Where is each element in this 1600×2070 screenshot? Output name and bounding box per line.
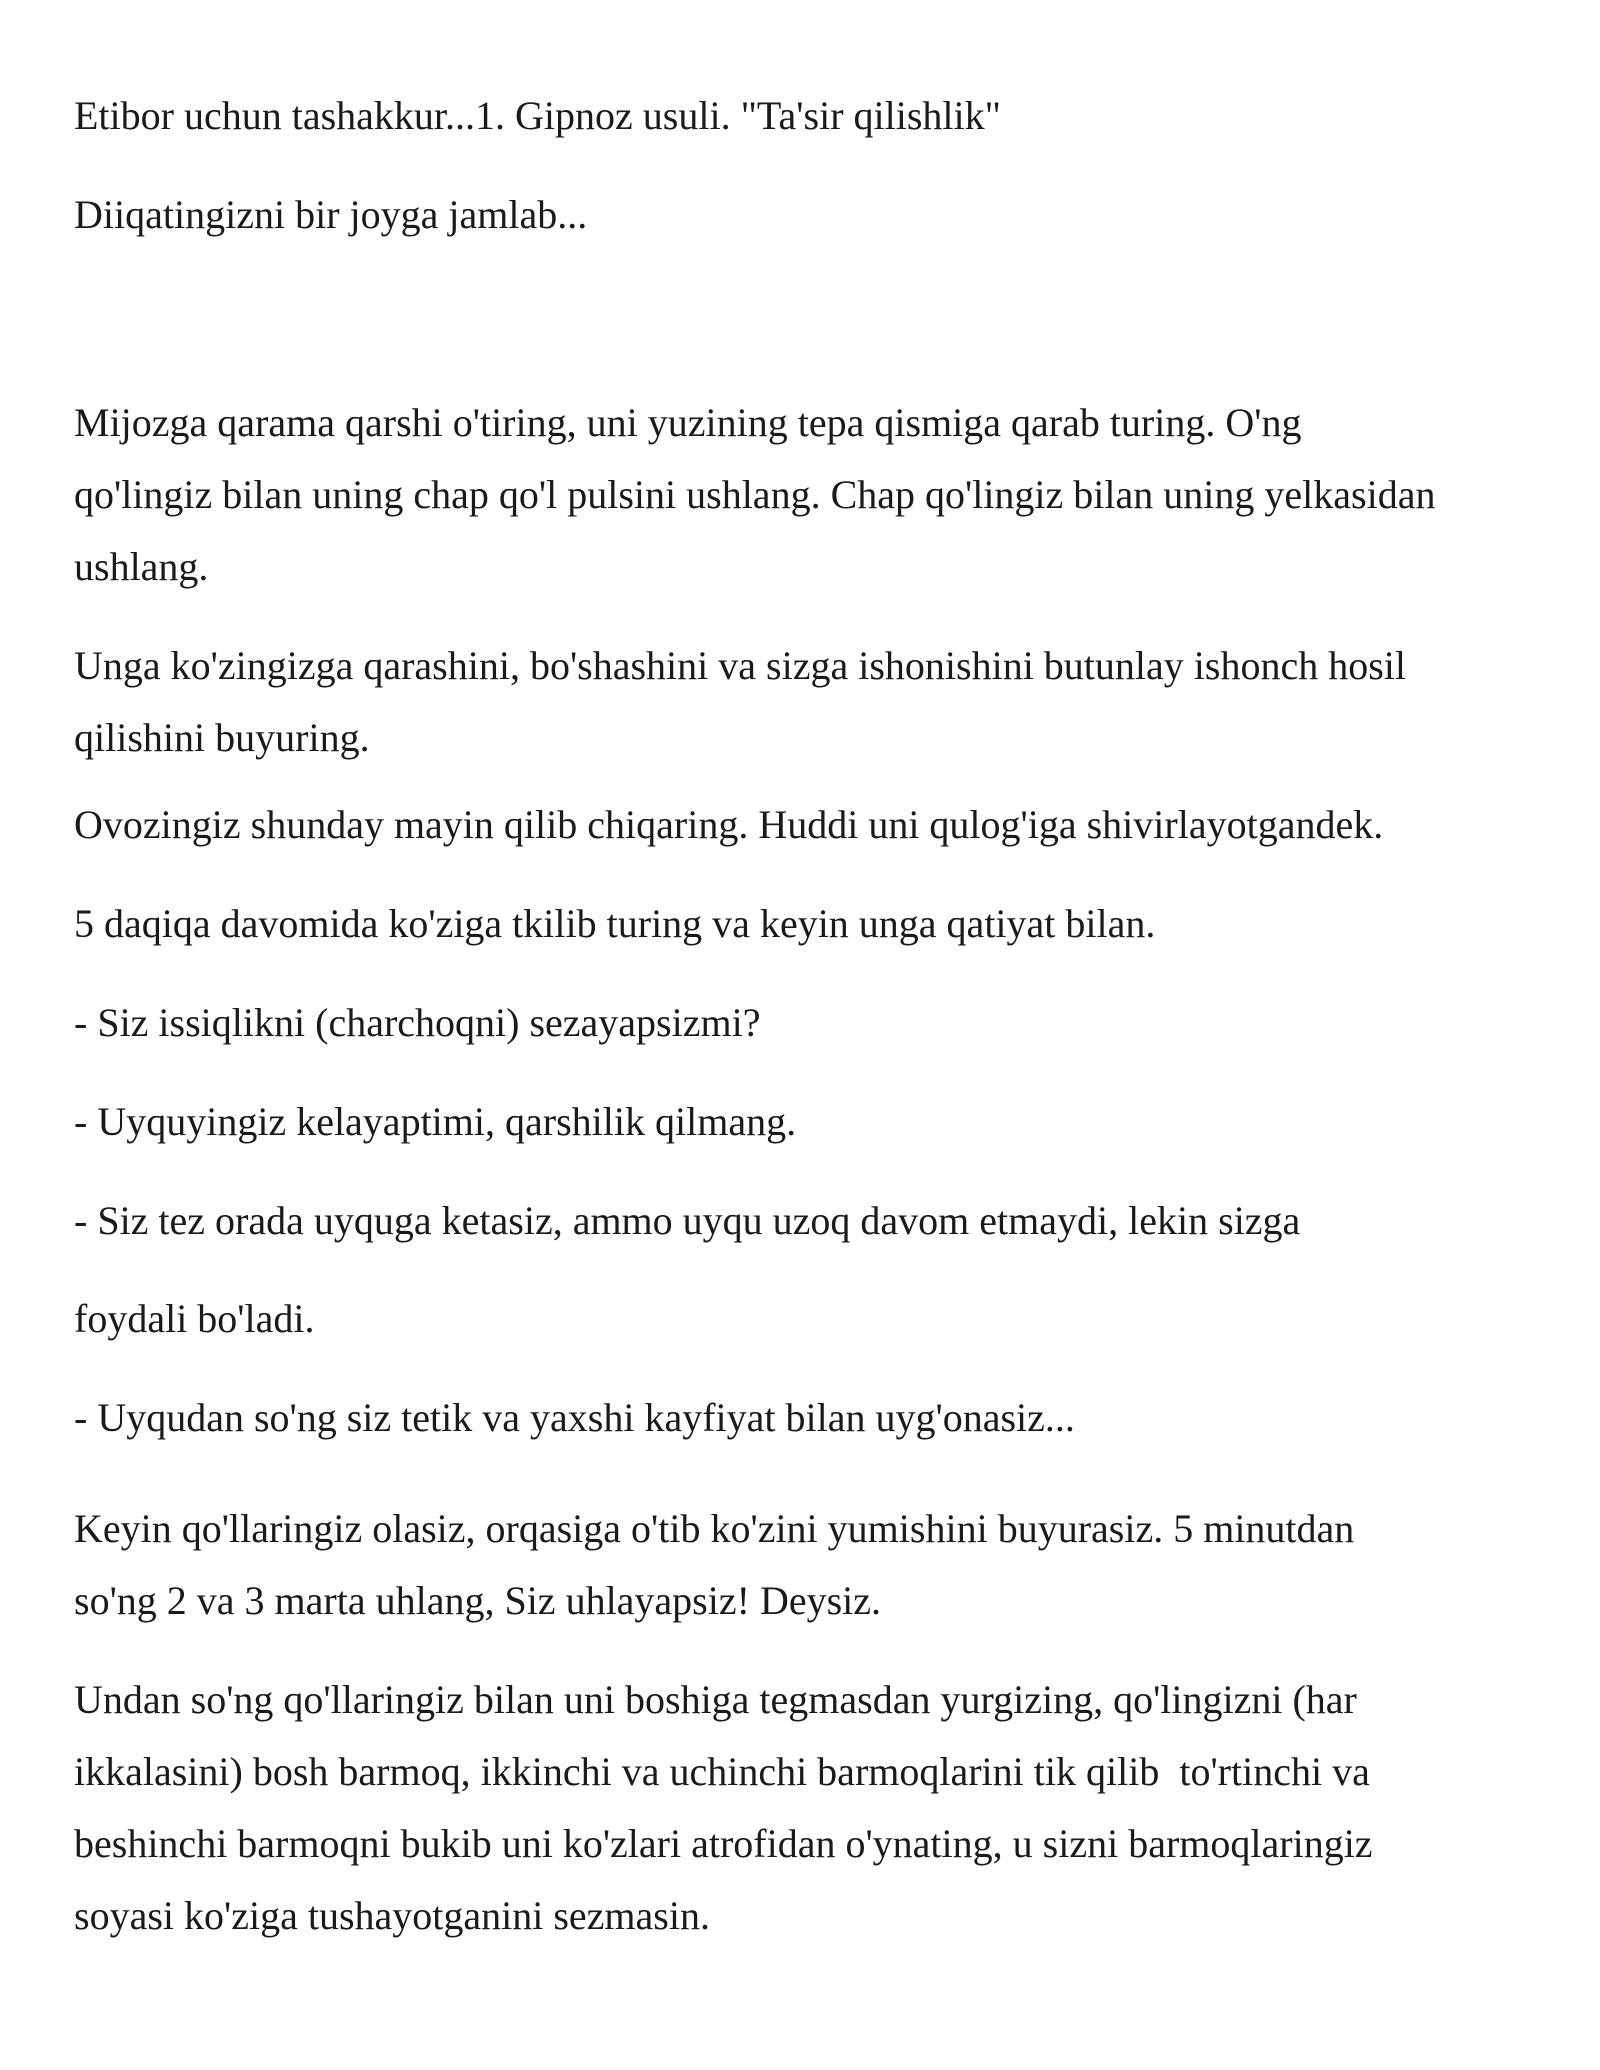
dialogue-line-sleep-soon: - Siz tez orada uyquga ketasiz, ammo uyqu uzoq davom etmaydi, lekin sizga [74, 1198, 1301, 1243]
dialogue-line-warmth: - Siz issiqlikni (charchoqni) sezayapsizmi? [74, 1000, 761, 1045]
dialogue-line-sleepy: - Uyquyingiz kelayaptimi, qarshilik qilmang. [74, 1099, 797, 1144]
document-body [74, 92, 1534, 1952]
paragraph-voice: Ovozingiz shunday mayin qilib chiqaring. Huddi uni qulog'iga shivirlayotgandek. [74, 802, 1384, 847]
paragraph-hands: Keyin qo'llaringiz olasiz, orqasiga o'tib ko'zini yumishini buyurasiz. 5 minutdan so'ng 2 va 3 marta uhlang, Siz uhlayapsiz! Deysiz. [74, 1506, 1355, 1623]
document-heading: Etibor uchun tashakkur...1. Gipnoz usuli. "Ta'sir qilishlik" [74, 93, 1001, 138]
intro-paragraph: Diiqatingizni bir joyga jamlab... [74, 192, 588, 237]
paragraph-fingers: Undan so'ng qo'llaringiz bilan uni boshiga tegmasdan yurgizing, qo'lingizni (har ikkalasini) bosh barmoq, ikkinchi va uchinchi barmoqlarini tik qilib to'rtinchi va beshinchi barmoqni bukib uni ko'zlari atrofidan o'ynating, u sizni barmoqlaringiz soyasi ko'ziga tushayotganini sezmasin. [74, 1677, 1373, 1938]
dialogue-line-wake: - Uyqudan so'ng siz tetik va yaxshi kayfiyat bilan uyg'onasiz... [74, 1395, 1075, 1440]
dialogue-line-useful: foydali bo'ladi. [74, 1296, 315, 1341]
paragraph-gaze: 5 daqiqa davomida ko'ziga tkilib turing va keyin unga qatiyat bilan. [74, 901, 1156, 946]
paragraph-instructions-position: Mijozga qarama qarshi o'tiring, uni yuzining tepa qismiga qarab turing. O'ng qo'lingiz bilan uning chap qo'l pulsini ushlang. Chap qo'lingiz bilan uning yelkasidan ushlang. [74, 400, 1436, 589]
paragraph-instructions-trust: Unga ko'zingizga qarashini, bo'shashini va sizga ishonishini butunlay ishonch hosil qilishini buyuring. [74, 643, 1407, 760]
